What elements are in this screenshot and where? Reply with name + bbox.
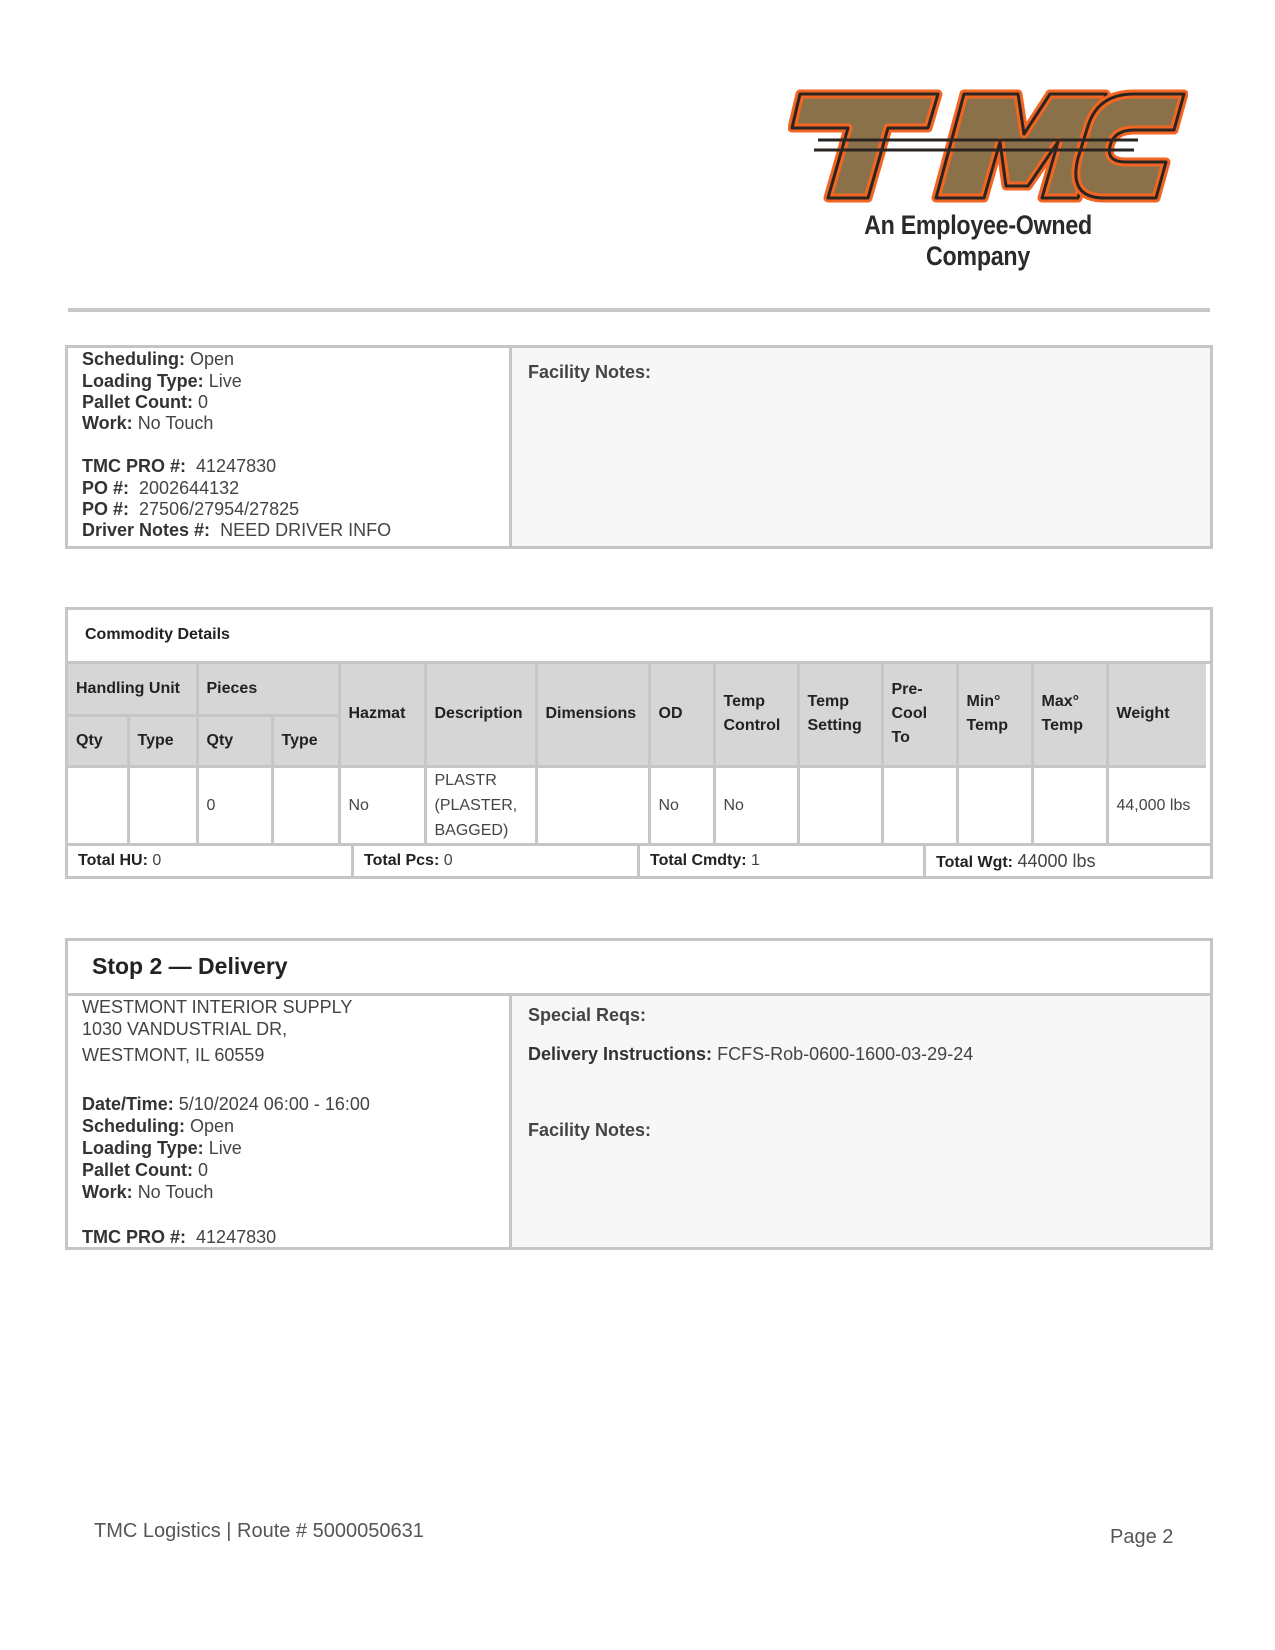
commodity-table: [68, 664, 1206, 846]
pallet-count-line: Pallet Count: 0: [82, 392, 209, 412]
th-od: OD: [649, 664, 714, 766]
tmc-pro-line: TMC PRO #: 41247830: [82, 1227, 277, 1247]
stop2-body: [68, 996, 1210, 1247]
th-min-temp: Min° Temp: [957, 664, 1032, 766]
logo-tagline: An Employee-Owned Company: [864, 210, 1092, 271]
cell-weight: 44,000 lbs: [1107, 766, 1206, 844]
cell-max-temp: [1032, 766, 1107, 844]
scheduling-line: Scheduling: Open: [82, 1116, 235, 1136]
header-divider: [68, 308, 1210, 312]
cell-min-temp: [957, 766, 1032, 844]
commodity-title: Commodity Details: [85, 626, 230, 643]
cell-od: No: [649, 766, 714, 844]
th-pcs-type: Type: [272, 715, 339, 766]
scheduling-line: Scheduling: Open: [82, 349, 235, 369]
total-hu: Total HU: 0: [68, 846, 354, 876]
facility-notes-label: Facility Notes:: [528, 362, 652, 382]
th-temp-control: Temp Control: [714, 664, 798, 766]
cell-pcs-type: [272, 766, 339, 844]
stop1-info-box: [65, 345, 1213, 549]
cell-hu-type: [128, 766, 197, 844]
cell-hu-qty: [68, 766, 128, 844]
stop2-title: Stop 2 — Delivery: [92, 953, 288, 979]
th-hu-qty: Qty: [68, 715, 128, 766]
driver-notes-line: Driver Notes #: NEED DRIVER INFO: [82, 520, 392, 540]
th-pcs-qty: Qty: [197, 715, 272, 766]
footer-route: TMC Logistics | Route # 5000050631: [94, 1520, 424, 1542]
work-line: Work: No Touch: [82, 413, 214, 433]
th-dimensions: Dimensions: [536, 664, 649, 766]
table-row: [68, 766, 1206, 844]
tmc-logo-mark: [788, 86, 1188, 206]
stop2-details: [68, 996, 512, 1247]
stop2-header: [68, 941, 1210, 996]
cell-hazmat: No: [339, 766, 425, 844]
cell-temp-setting: [798, 766, 882, 844]
th-handling-unit: Handling Unit: [68, 664, 197, 715]
cell-pcs-qty: 0: [197, 766, 272, 844]
loading-type-line: Loading Type: Live: [82, 371, 242, 391]
stop2-delivery-box: [65, 938, 1213, 1250]
tmc-pro-line: TMC PRO #: 41247830: [82, 456, 277, 476]
delivery-instructions-line: Delivery Instructions: FCFS-Rob-0600-1600-03-29-24: [528, 1044, 974, 1064]
facility-notes-label: Facility Notes:: [528, 1120, 652, 1140]
datetime-line: Date/Time: 5/10/2024 06:00 - 16:00: [82, 1094, 370, 1114]
company-logo: [788, 86, 1188, 271]
th-pieces: Pieces: [197, 664, 339, 715]
commodity-details: [65, 607, 1213, 879]
total-weight: Total Wgt: 44000 lbs: [936, 851, 1096, 871]
cell-temp-control: No: [714, 766, 798, 844]
cell-description: PLASTR (PLASTER, BAGGED): [425, 766, 536, 844]
th-description: Description: [425, 664, 536, 766]
th-temp-setting: Temp Setting: [798, 664, 882, 766]
po-line-1: PO #: 2002644132: [82, 478, 240, 498]
commodity-title-bar: [68, 610, 1210, 664]
th-hu-type: Type: [128, 715, 197, 766]
th-hazmat: Hazmat: [339, 664, 425, 766]
address-line-2: WESTMONT, IL 60559: [82, 1045, 265, 1065]
po-line-2: PO #: 27506/27954/27825: [82, 499, 300, 519]
stop1-facility-notes: [512, 348, 1210, 546]
special-reqs-label: Special Reqs:: [528, 1005, 647, 1025]
th-precool: Pre-Cool To: [882, 664, 957, 766]
cell-precool: [882, 766, 957, 844]
stop2-notes: [512, 996, 1210, 1247]
consignee-name: WESTMONT INTERIOR SUPPLY: [82, 997, 353, 1017]
loading-type-line: Loading Type: Live: [82, 1138, 242, 1158]
total-pcs: Total Pcs: 0: [354, 846, 640, 876]
total-cmdty: Total Cmdty: 1: [640, 846, 926, 876]
stop1-details: [68, 348, 512, 546]
th-max-temp: Max° Temp: [1032, 664, 1107, 766]
th-weight: Weight: [1107, 664, 1206, 766]
address-line-1: 1030 VANDUSTRIAL DR,: [82, 1019, 288, 1039]
commodity-totals: [68, 843, 1210, 876]
work-line: Work: No Touch: [82, 1182, 214, 1202]
pallet-count-line: Pallet Count: 0: [82, 1160, 209, 1180]
page-number: Page 2: [1110, 1526, 1174, 1548]
cell-dimensions: [536, 766, 649, 844]
